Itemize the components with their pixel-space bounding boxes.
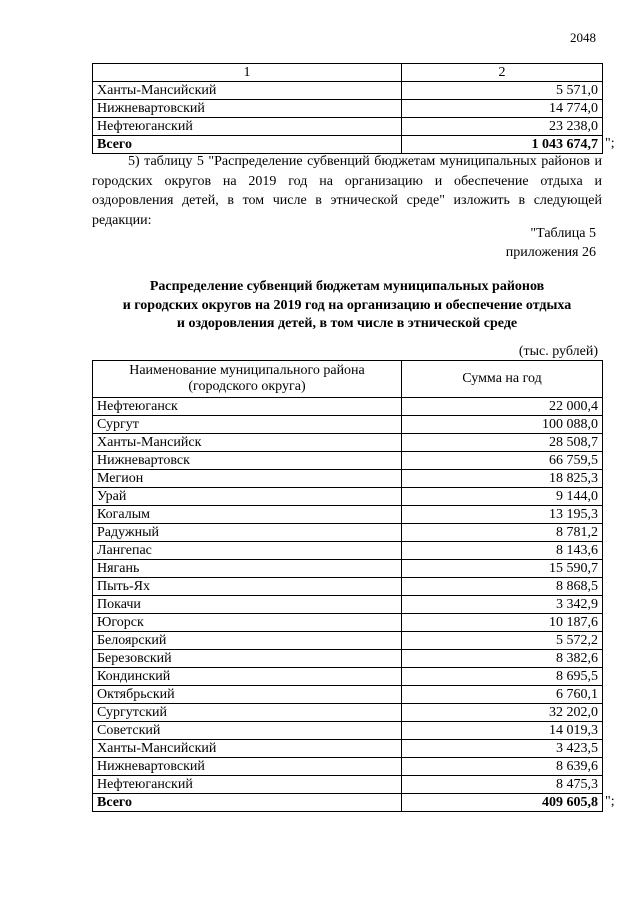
row-name-cell: Ханты-Мансийский (93, 82, 402, 100)
table-row (93, 452, 603, 470)
table-row (93, 542, 603, 560)
row-name-cell: Нефтеюганский (93, 118, 402, 136)
previous-table (92, 63, 615, 154)
row-value-cell: 23 238,0 (402, 118, 603, 136)
row-name-cell: Нефтеюганск (93, 398, 402, 416)
row-name-cell: Сургутский (93, 704, 402, 722)
table-row (93, 82, 603, 100)
row-name-cell: Нижневартовский (93, 100, 402, 118)
row-name-cell: Нижневартовский (93, 758, 402, 776)
row-value-cell: 6 760,1 (402, 686, 603, 704)
row-name-cell: Нижневартовск (93, 452, 402, 470)
column-header-name: Наименование муниципального района (городского округа) (93, 361, 402, 398)
table-title-line-1: Распределение субвенций бюджетам муниципальных районов (149, 279, 545, 294)
table-caption-line-1: "Таблица 5 (530, 226, 596, 241)
table-row (93, 560, 603, 578)
row-value-cell: 100 088,0 (402, 416, 603, 434)
table-row (93, 434, 603, 452)
table-title-line-3: и оздоровления детей, в том числе в этнической среде (176, 316, 518, 331)
subvention-table-header-row (93, 361, 603, 398)
row-value-cell: 8 475,3 (402, 776, 603, 794)
previous-table-header-row (93, 64, 603, 82)
closing-quote-mark: "; (605, 136, 615, 151)
table-row (93, 650, 603, 668)
row-name-cell: Лангепас (93, 542, 402, 560)
row-value-cell: 18 825,3 (402, 470, 603, 488)
row-name-cell: Мегион (93, 470, 402, 488)
row-value-cell: 9 144,0 (402, 488, 603, 506)
row-name-cell: Покачи (93, 596, 402, 614)
row-value-cell: 8 868,5 (402, 578, 603, 596)
table-row (93, 758, 603, 776)
row-value-cell: 8 695,5 (402, 668, 603, 686)
row-name-cell: Радужный (93, 524, 402, 542)
table-row (93, 524, 603, 542)
previous-table-body (93, 64, 615, 154)
column-number-2: 2 (402, 64, 603, 82)
column-header-sum: Сумма на год (402, 361, 603, 398)
row-value-cell: 22 000,4 (402, 398, 603, 416)
row-value-cell: 66 759,5 (402, 452, 603, 470)
table-row (93, 578, 603, 596)
total-value-cell (402, 136, 615, 154)
table-row (93, 596, 603, 614)
row-value-cell: 8 382,6 (402, 650, 603, 668)
row-name-cell: Пыть-Ях (93, 578, 402, 596)
table-row (93, 632, 603, 650)
table-row (93, 776, 603, 794)
row-name-cell: Ханты-Мансийск (93, 434, 402, 452)
units-label: (тыс. рублей) (518, 344, 598, 359)
row-name-cell: Сургут (93, 416, 402, 434)
total-label-cell: Всего (93, 136, 402, 154)
table-row (93, 686, 603, 704)
row-value-cell: 3 342,9 (402, 596, 603, 614)
row-name-cell: Белоярский (93, 632, 402, 650)
row-value-cell: 14 019,3 (402, 722, 603, 740)
total-row (93, 136, 603, 154)
row-value-cell: 15 590,7 (402, 560, 603, 578)
row-name-cell: Советский (93, 722, 402, 740)
row-name-cell: Нягань (93, 560, 402, 578)
table-row (93, 416, 603, 434)
table-title (92, 278, 602, 334)
table-row (93, 668, 603, 686)
row-value-cell: 13 195,3 (402, 506, 603, 524)
closing-quote-mark: "; (605, 794, 615, 809)
table-row (93, 100, 603, 118)
row-name-cell: Когалым (93, 506, 402, 524)
column-number-1: 1 (93, 64, 402, 82)
total-label-cell: Всего (93, 794, 402, 812)
row-name-cell: Нефтеюганский (93, 776, 402, 794)
row-value-cell: 14 774,0 (402, 100, 603, 118)
table-row (93, 118, 603, 136)
row-name-cell: Ханты-Мансийский (93, 740, 402, 758)
page-number: 2048 (570, 30, 596, 45)
total-value: 1 043 674,7 (531, 136, 598, 152)
table-row (93, 488, 603, 506)
table-row (93, 704, 603, 722)
total-row (93, 794, 603, 812)
table-row (93, 398, 603, 416)
total-value-cell (402, 794, 615, 812)
table-title-line-2: и городских округов на 2019 год на организацию и обеспечение отдыха (122, 297, 572, 313)
row-value-cell: 8 143,6 (402, 542, 603, 560)
table-row (93, 470, 603, 488)
table-row (93, 614, 603, 632)
table-row (93, 722, 603, 740)
total-value: 409 605,8 (542, 794, 598, 810)
row-value-cell: 8 639,6 (402, 758, 603, 776)
amendment-paragraph: 5) таблицу 5 "Распределение субвенций бюджетам муниципальных районов и городских округов на 2019 год на организацию и обеспечение отдыха и оздоровления детей, в том числе в этнической среде" изложить в следующей редакции: (92, 154, 602, 228)
subvention-table-body (93, 361, 615, 812)
row-name-cell: Кондинский (93, 668, 402, 686)
row-value-cell: 5 572,2 (402, 632, 603, 650)
row-value-cell: 28 508,7 (402, 434, 603, 452)
row-value-cell: 3 423,5 (402, 740, 603, 758)
row-name-cell: Октябрьский (93, 686, 402, 704)
table-caption-line-2: приложения 26 (505, 245, 596, 260)
row-value-cell: 10 187,6 (402, 614, 603, 632)
row-name-cell: Урай (93, 488, 402, 506)
row-value-cell: 32 202,0 (402, 704, 603, 722)
row-value-cell: 5 571,0 (402, 82, 603, 100)
row-name-cell: Югорск (93, 614, 402, 632)
subvention-table (92, 360, 615, 812)
table-row (93, 740, 603, 758)
row-value-cell: 8 781,2 (402, 524, 603, 542)
row-name-cell: Березовский (93, 650, 402, 668)
table-row (93, 506, 603, 524)
